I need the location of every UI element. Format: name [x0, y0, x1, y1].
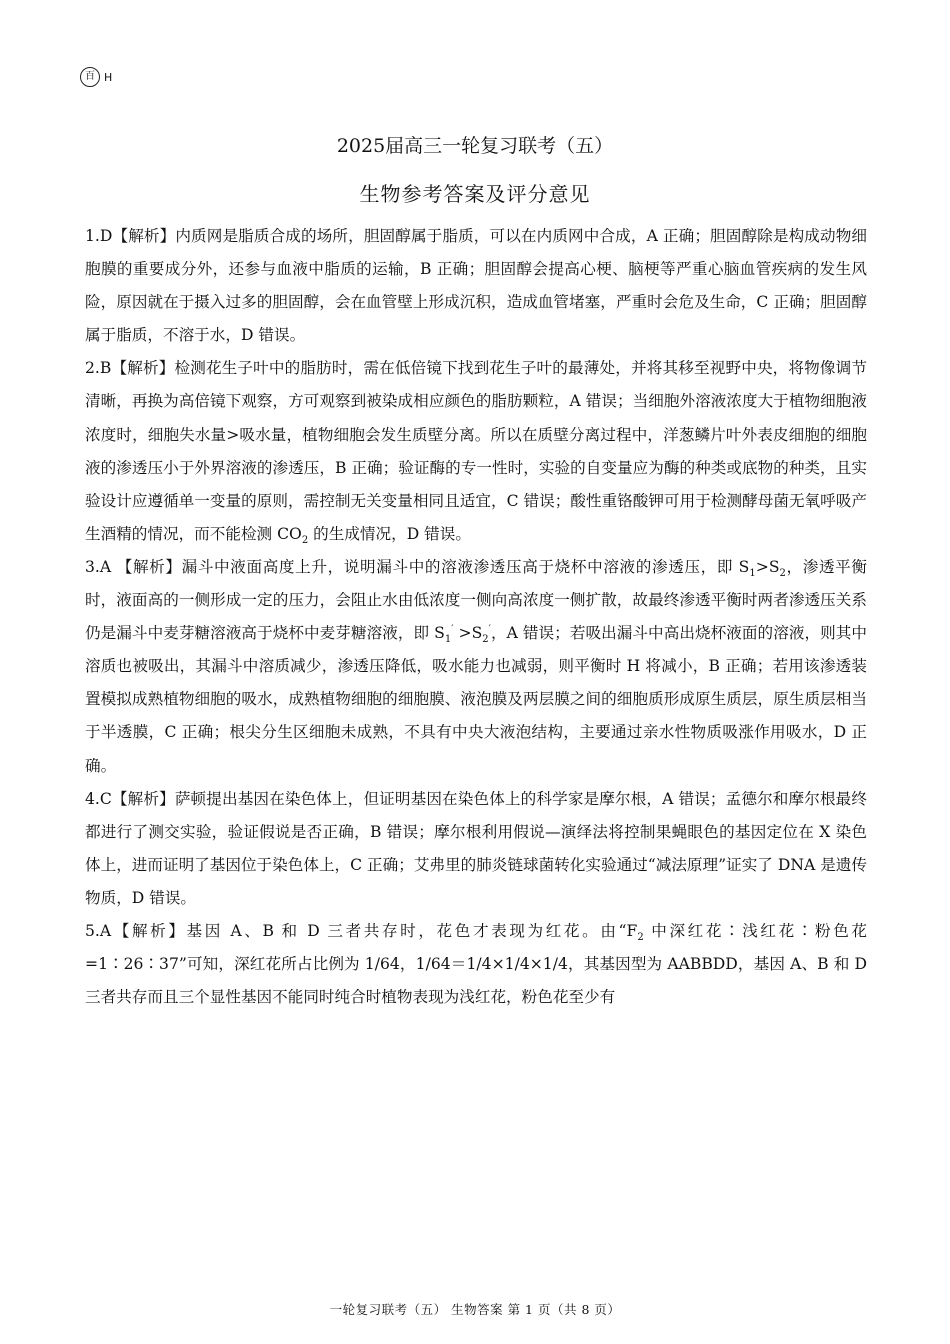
logo-letter: H: [104, 70, 113, 84]
answer-3-part-1: 3.A 【解析】漏斗中液面高度上升，说明漏斗中的溶液渗透压高于烧杯中溶液的渗透压，即 S: [85, 557, 750, 576]
answer-2-text-b: 的生成情况，D 错误。: [308, 524, 471, 543]
answer-3-part-5: ，A 错误；若吸出漏斗中高出烧杯液面的溶液，则其中溶质也被吸出，其漏斗中溶质减少，渗透压降低，吸水能力也减弱，则平衡时 H 将减小，B 正确；若用该渗透装置模拟成熟植物细胞的吸水，成熟植物细胞的细胞膜、液泡膜及两层膜之间的细胞质形成原生质层，原生质层相当于半透膜，C 正确；根尖分生区细胞未成熟，不具有中央大液泡结构，主要通过亲水性物质吸涨作用吸水，D 正确。: [85, 624, 868, 775]
logo-circle-icon: 百: [80, 67, 100, 87]
s2-prime-subscript: 2: [482, 634, 489, 646]
answer-3-part-4: >S: [453, 624, 483, 643]
answer-5-text-a: 5.A【解析】基因 A、B 和 D 三者共存时，花色才表现为红花。由“F: [85, 921, 638, 940]
s1-subscript: 1: [749, 568, 756, 580]
document-subtitle: 生物参考答案及评分意见: [359, 182, 591, 206]
page-footer: 一轮复习联考（五） 生物答案 第 1 页（共 8 页）: [329, 1302, 621, 1317]
s1-prime-mark: ′: [451, 623, 454, 635]
publisher-logo: [80, 67, 112, 87]
answer-content: [85, 220, 867, 1014]
answer-1: 1.D【解析】内质网是脂质合成的场所，胆固醇属于脂质，可以在内质网中合成，A 正确；胆固醇除是构成动物细胞膜的重要成分外，还参与血液中脂质的运输，B 正确；胆固醇会提高心梗、脑梗等严重心脑血管疾病的发生风险，原因就在于摄入过多的胆固醇，会在血管壁上形成沉积，造成血管堵塞，严重时会危及生命，C 正确；胆固醇属于脂质，不溶于水，D 错误。: [85, 227, 867, 345]
f2-subscript: 2: [637, 932, 644, 944]
answer-3-part-3: ，渗透平衡时，液面高的一侧形成一定的压力，会阻止水由低浓度一侧向高浓度一侧扩散，故最终渗透平衡时两者渗透压关系仍是漏斗中麦芽糖溶液高于烧杯中麦芽糖溶液，即 S: [85, 557, 867, 643]
document-title: 2025届高三一轮复习联考（五）: [336, 135, 614, 157]
s2-prime-mark: ′: [488, 623, 491, 635]
answer-5-text-b: 中深红花∶浅红花∶粉色花=1∶26∶37”可知，深红花所占比例为 1/64，1/64＝1/4×1/4×1/4，其基因型为 AABBDD，基因 A、B 和 D 三者共存而且三个显性基因不能同时纯合时植物表现为浅红花，粉色花至少有: [85, 921, 867, 1007]
s1-prime-subscript: 1: [444, 634, 452, 646]
answer-4: 4.C【解析】萨顿提出基因在染色体上，但证明基因在染色体上的科学家是摩尔根，A 错误；孟德尔和摩尔根最终都进行了测交实验，验证假说是否正确，B 错误；摩尔根利用假说—演绎法将控制果蝇眼色的基因定位在 X 染色体上，进而证明了基因位于染色体上，C 正确；艾弗里的肺炎链球菌转化实验通过“减法原理”证实了 DNA 是遗传物质，D 错误。: [85, 789, 867, 907]
answer-3: [85, 551, 867, 783]
answer-3-part-2: >S: [755, 557, 780, 576]
answer-2: [85, 352, 867, 551]
answer-5: [85, 915, 867, 1014]
answer-2-text-a: 2.B【解析】检测花生子叶中的脂肪时，需在低倍镜下找到花生子叶的最薄处，并将其移至视野中央，将物像调节清晰，再换为高倍镜下观察，方可观察到被染成相应颜色的脂肪颗粒，A 错误；当细胞外溶液浓度大于植物细胞液浓度时，细胞失水量>吸水量，植物细胞会发生质壁分离。所以在质壁分离过程中，洋葱鳞片叶外表皮细胞的细胞液的渗透压小于外界溶液的渗透压，B 正确；验证酶的专一性时，实验的自变量应为酶的种类或底物的种类，且实验设计应遵循单一变量的原则，需控制无关变量相同且适宜，C 错误；酸性重铬酸钾可用于检测酵母菌无氧呼吸产生酒精的情况，而不能检测 CO: [85, 359, 867, 543]
co2-subscript: 2: [301, 534, 309, 546]
s2-subscript: 2: [779, 568, 786, 580]
